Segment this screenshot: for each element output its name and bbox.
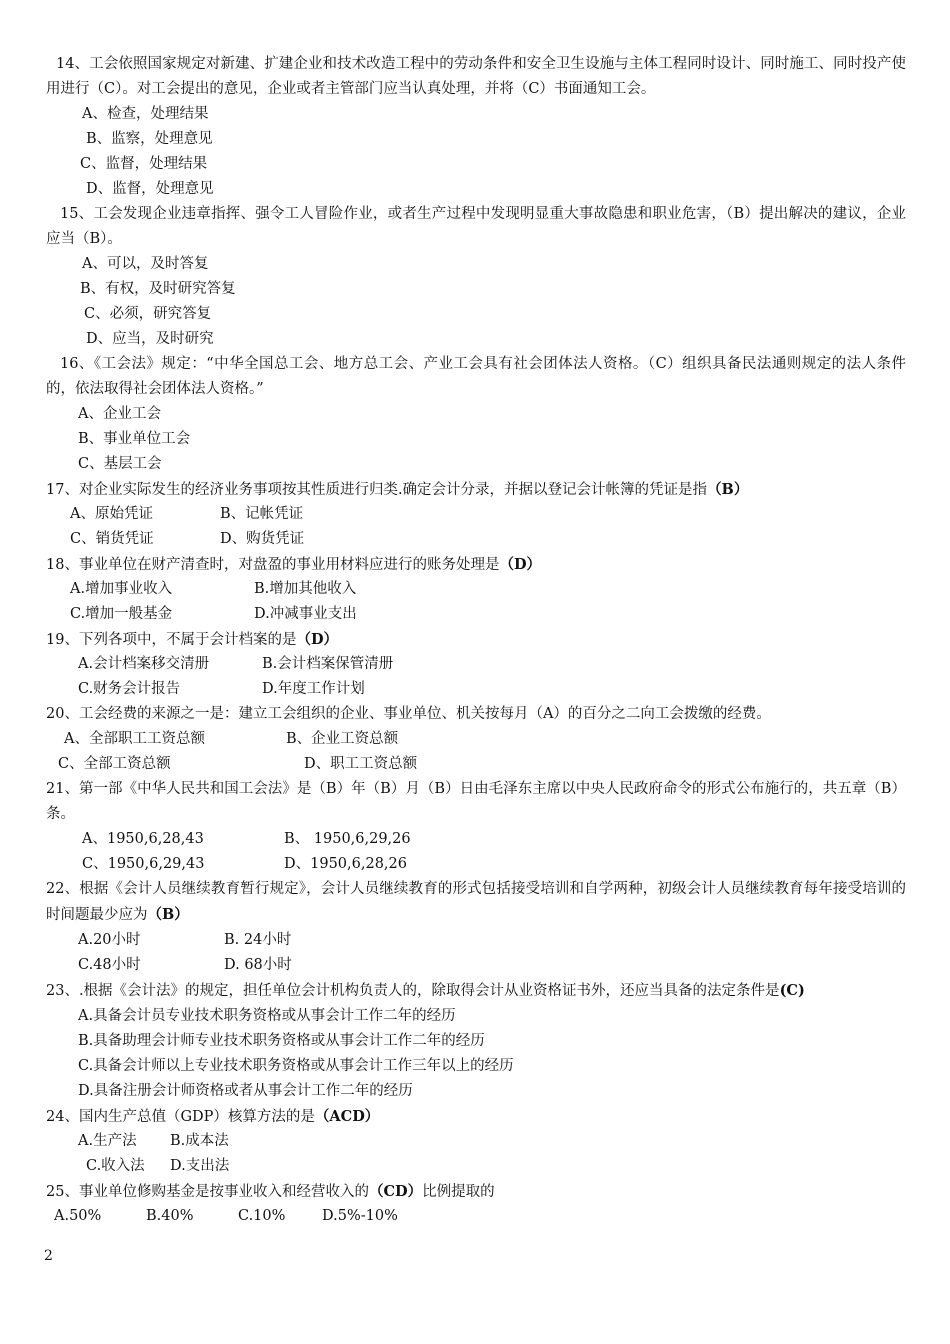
option: C、销货凭证 — [70, 531, 154, 547]
answer: （ACD） — [314, 1108, 380, 1125]
option: C.48小时 — [78, 957, 141, 973]
option: A、检查，处理结果 — [82, 106, 209, 122]
question-stem: 14、工会依照国家规定对新建、扩建企业和技术改造工程中的劳动条件和安全卫生设施与主体工程同时设计、同时施工、同时投产使用进行（C）。对工会提出的意见，企业或者主管部门应当认真处理，并将（C）书面通知工会。 — [46, 56, 906, 97]
option-row — [46, 852, 906, 877]
option: C、必须，研究答复 — [84, 306, 212, 322]
option: B.成本法 — [170, 1133, 229, 1149]
question-stem: 20、工会经费的来源之一是：建立工会组织的企业、事业单位、机关按每月（A）的百分之二向工会拨缴的经费。 — [46, 706, 771, 722]
answer: （B） — [707, 481, 749, 498]
option: B、记帐凭证 — [220, 506, 304, 522]
option: B.具备助理会计师专业技术职务资格或从事会计工作二年的经历 — [78, 1033, 485, 1049]
question-stem — [46, 477, 906, 502]
option-row — [46, 502, 906, 527]
option: C.收入法 — [86, 1158, 145, 1174]
option: B.会计档案保管清册 — [262, 656, 394, 672]
option: D、监督，处理意见 — [86, 181, 214, 197]
question-stem: 16、《工会法》规定：“中华全国总工会、地方总工会、产业工会具有社会团体法人资格。（C）组织具备民法通则规定的法人条件的，依法取得社会团体法人资格。” — [46, 356, 906, 397]
stem-text: 19、下列各项中，不属于会计档案的是 — [46, 632, 297, 648]
option-row — [46, 577, 906, 602]
option: C、1950,6,29,43 — [82, 856, 205, 872]
option: A.具备会计员专业技术职务资格或从事会计工作二年的经历 — [78, 1008, 456, 1024]
option: C.具备会计师以上专业技术职务资格或从事会计工作三年以上的经历 — [78, 1058, 514, 1074]
question-stem — [46, 627, 906, 652]
stem-text: 17、对企业实际发生的经济业务事项按其性质进行归类.确定会计分录，并据以登记会计帐簿的凭证是指 — [46, 482, 708, 498]
option: B、有权，及时研究答复 — [80, 281, 236, 297]
page-number: 2 — [44, 1248, 53, 1264]
option: A、企业工会 — [78, 406, 161, 422]
option: B、监察，处理意见 — [86, 131, 213, 147]
option-row — [46, 752, 906, 777]
answer: (C) — [779, 982, 805, 999]
option: A.会计档案移交清册 — [78, 656, 210, 672]
question-stem — [46, 1104, 906, 1129]
answer: （D） — [296, 631, 339, 648]
option: D.冲减事业支出 — [254, 606, 357, 622]
option: B、事业单位工会 — [78, 431, 191, 447]
option: B. 24小时 — [224, 932, 292, 948]
option: D.5%-10% — [322, 1208, 398, 1224]
question-stem — [46, 877, 906, 928]
option: C、基层工会 — [78, 456, 162, 472]
option: C.财务会计报告 — [78, 681, 181, 697]
option-row — [46, 677, 906, 702]
option: A、可以，及时答复 — [82, 256, 209, 272]
option: A.生产法 — [78, 1133, 137, 1149]
document-body — [46, 52, 906, 1229]
stem-text: 18、事业单位在财产清查时，对盘盈的事业用材料应进行的账务处理是 — [46, 557, 500, 573]
option: D.具备注册会计师资格或者从事会计工作二年的经历 — [78, 1083, 413, 1099]
option-row — [46, 1204, 906, 1229]
stem-text: 25、事业单位修购基金是按事业收入和经营收入的 — [46, 1184, 369, 1200]
option: D、职工工资总额 — [304, 756, 418, 772]
option: B、企业工资总额 — [286, 731, 399, 747]
option-row — [46, 652, 906, 677]
question-stem: 21、第一部《中华人民共和国工会法》是（B）年（B）月（B）日由毛泽东主席以中央人民政府命令的形式公布施行的，共五章（B）条。 — [46, 781, 906, 822]
option: B.40% — [146, 1208, 194, 1224]
question-stem — [46, 978, 906, 1004]
option: B.增加其他收入 — [254, 581, 357, 597]
answer: （CD） — [368, 1183, 423, 1200]
option-row — [46, 1154, 906, 1179]
option-row — [46, 727, 906, 752]
option: C、监督，处理结果 — [80, 156, 208, 172]
stem-tail: 比例提取的 — [422, 1184, 495, 1200]
option: D. 68小时 — [224, 957, 292, 973]
option: D、应当，及时研究 — [86, 331, 214, 347]
option: A、1950,6,28,43 — [82, 831, 204, 847]
answer: （D） — [499, 556, 542, 573]
option-row — [46, 953, 906, 978]
option-row — [46, 928, 906, 953]
option: B、 1950,6,29,26 — [284, 831, 411, 847]
option: C.增加一般基金 — [70, 606, 173, 622]
option: A.增加事业收入 — [70, 581, 173, 597]
option-row — [46, 827, 906, 852]
option: C.10% — [238, 1208, 286, 1224]
option: A、原始凭证 — [70, 506, 153, 522]
question-stem — [46, 1179, 906, 1204]
option: C、全部工资总额 — [58, 756, 171, 772]
option: A.50% — [54, 1208, 102, 1224]
option-row — [46, 527, 906, 552]
option: D.支出法 — [170, 1158, 230, 1174]
stem-text: 22、根据《会计人员继续教育暂行规定》，会计人员继续教育的形式包括接受培训和自学两种，初级会计人员继续教育每年接受培训的时间题最少应为 — [46, 881, 906, 923]
option-row — [46, 1129, 906, 1154]
question-stem — [46, 552, 906, 577]
option: D.年度工作计划 — [262, 681, 365, 697]
question-stem: 15、工会发现企业违章指挥、强令工人冒险作业，或者生产过程中发现明显重大事故隐患和职业危害，（B）提出解决的建议，企业应当（B）。 — [46, 206, 906, 247]
option: D、1950,6,28,26 — [284, 856, 407, 872]
stem-text: 24、国内生产总值（GDP）核算方法的是 — [46, 1109, 315, 1125]
option: D、购货凭证 — [220, 531, 305, 547]
option: A、全部职工工资总额 — [64, 731, 205, 747]
stem-text: 23、.根据《会计法》的规定，担任单位会计机构负责人的，除取得会计从业资格证书外，还应当具备的法定条件是 — [46, 983, 780, 999]
answer: （B） — [147, 906, 189, 923]
option: A.20小时 — [78, 932, 141, 948]
option-row — [46, 602, 906, 627]
